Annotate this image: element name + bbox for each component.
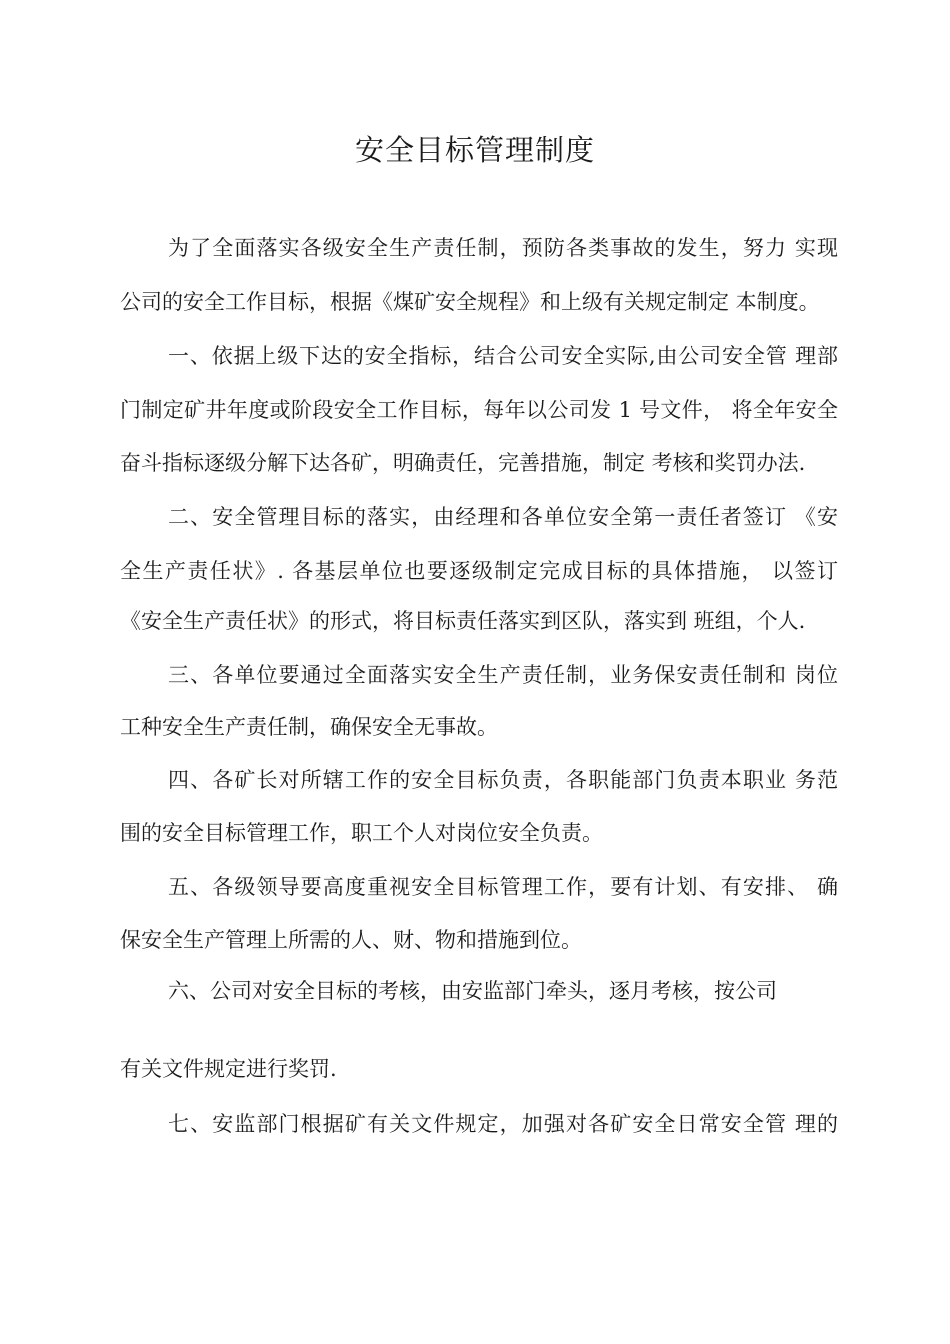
paragraph-line: 一、依据上级下达的安全指标，结合公司安全实际,由公司安全管 理部 — [168, 344, 838, 368]
paragraph-line: 围的安全目标管理工作，职工个人对岗位安全负责。 — [120, 821, 603, 845]
paragraph-line: 为了全面落实各级安全生产责任制，预防各类事故的发生，努力 实现 — [168, 236, 838, 260]
paragraph-line: 工种安全生产责任制，确保安全无事故。 — [120, 715, 498, 739]
paragraph-line: 七、安监部门根据矿有关文件规定，加强对各矿安全日常安全管 理的 — [168, 1112, 838, 1136]
paragraph-line: 《安全生产责任状》的形式，将目标责任落实到区队，落实到 班组，个人. — [120, 609, 806, 633]
paragraph-line: 四、各矿长对所辖工作的安全目标负责，各职能部门负责本职业 务范 — [168, 768, 838, 792]
document-title: 安全目标管理制度 — [354, 133, 595, 167]
paragraph-line: 六、公司对安全目标的考核，由安监部门牵头，逐月考核，按公司 — [168, 979, 777, 1003]
paragraph-line: 二、安全管理目标的落实，由经理和各单位安全第一责任者签订 《安 — [168, 505, 838, 529]
paragraph-line: 公司的安全工作目标，根据《煤矿安全规程》和上级有关规定制定 本制度。 — [120, 290, 820, 314]
paragraph-line: 五、各级领导要高度重视安全目标管理工作，要有计划、有安排、 确 — [168, 875, 838, 899]
paragraph-line: 有关文件规定进行奖罚. — [120, 1057, 337, 1081]
paragraph-line: 门制定矿井年度或阶段安全工作目标，每年以公司发 1 号文件， 将全年安全 — [120, 398, 838, 422]
paragraph-line: 全生产责任状》. 各基层单位也要逐级制定完成目标的具体措施， 以签订 — [120, 559, 838, 583]
paragraph-line: 奋斗指标逐级分解下达各矿，明确责任，完善措施，制定 考核和奖罚办法. — [120, 451, 806, 475]
paragraph-line: 三、各单位要通过全面落实安全生产责任制，业务保安责任制和 岗位 — [168, 663, 838, 687]
paragraph-line: 保安全生产管理上所需的人、财、物和措施到位。 — [120, 928, 582, 952]
